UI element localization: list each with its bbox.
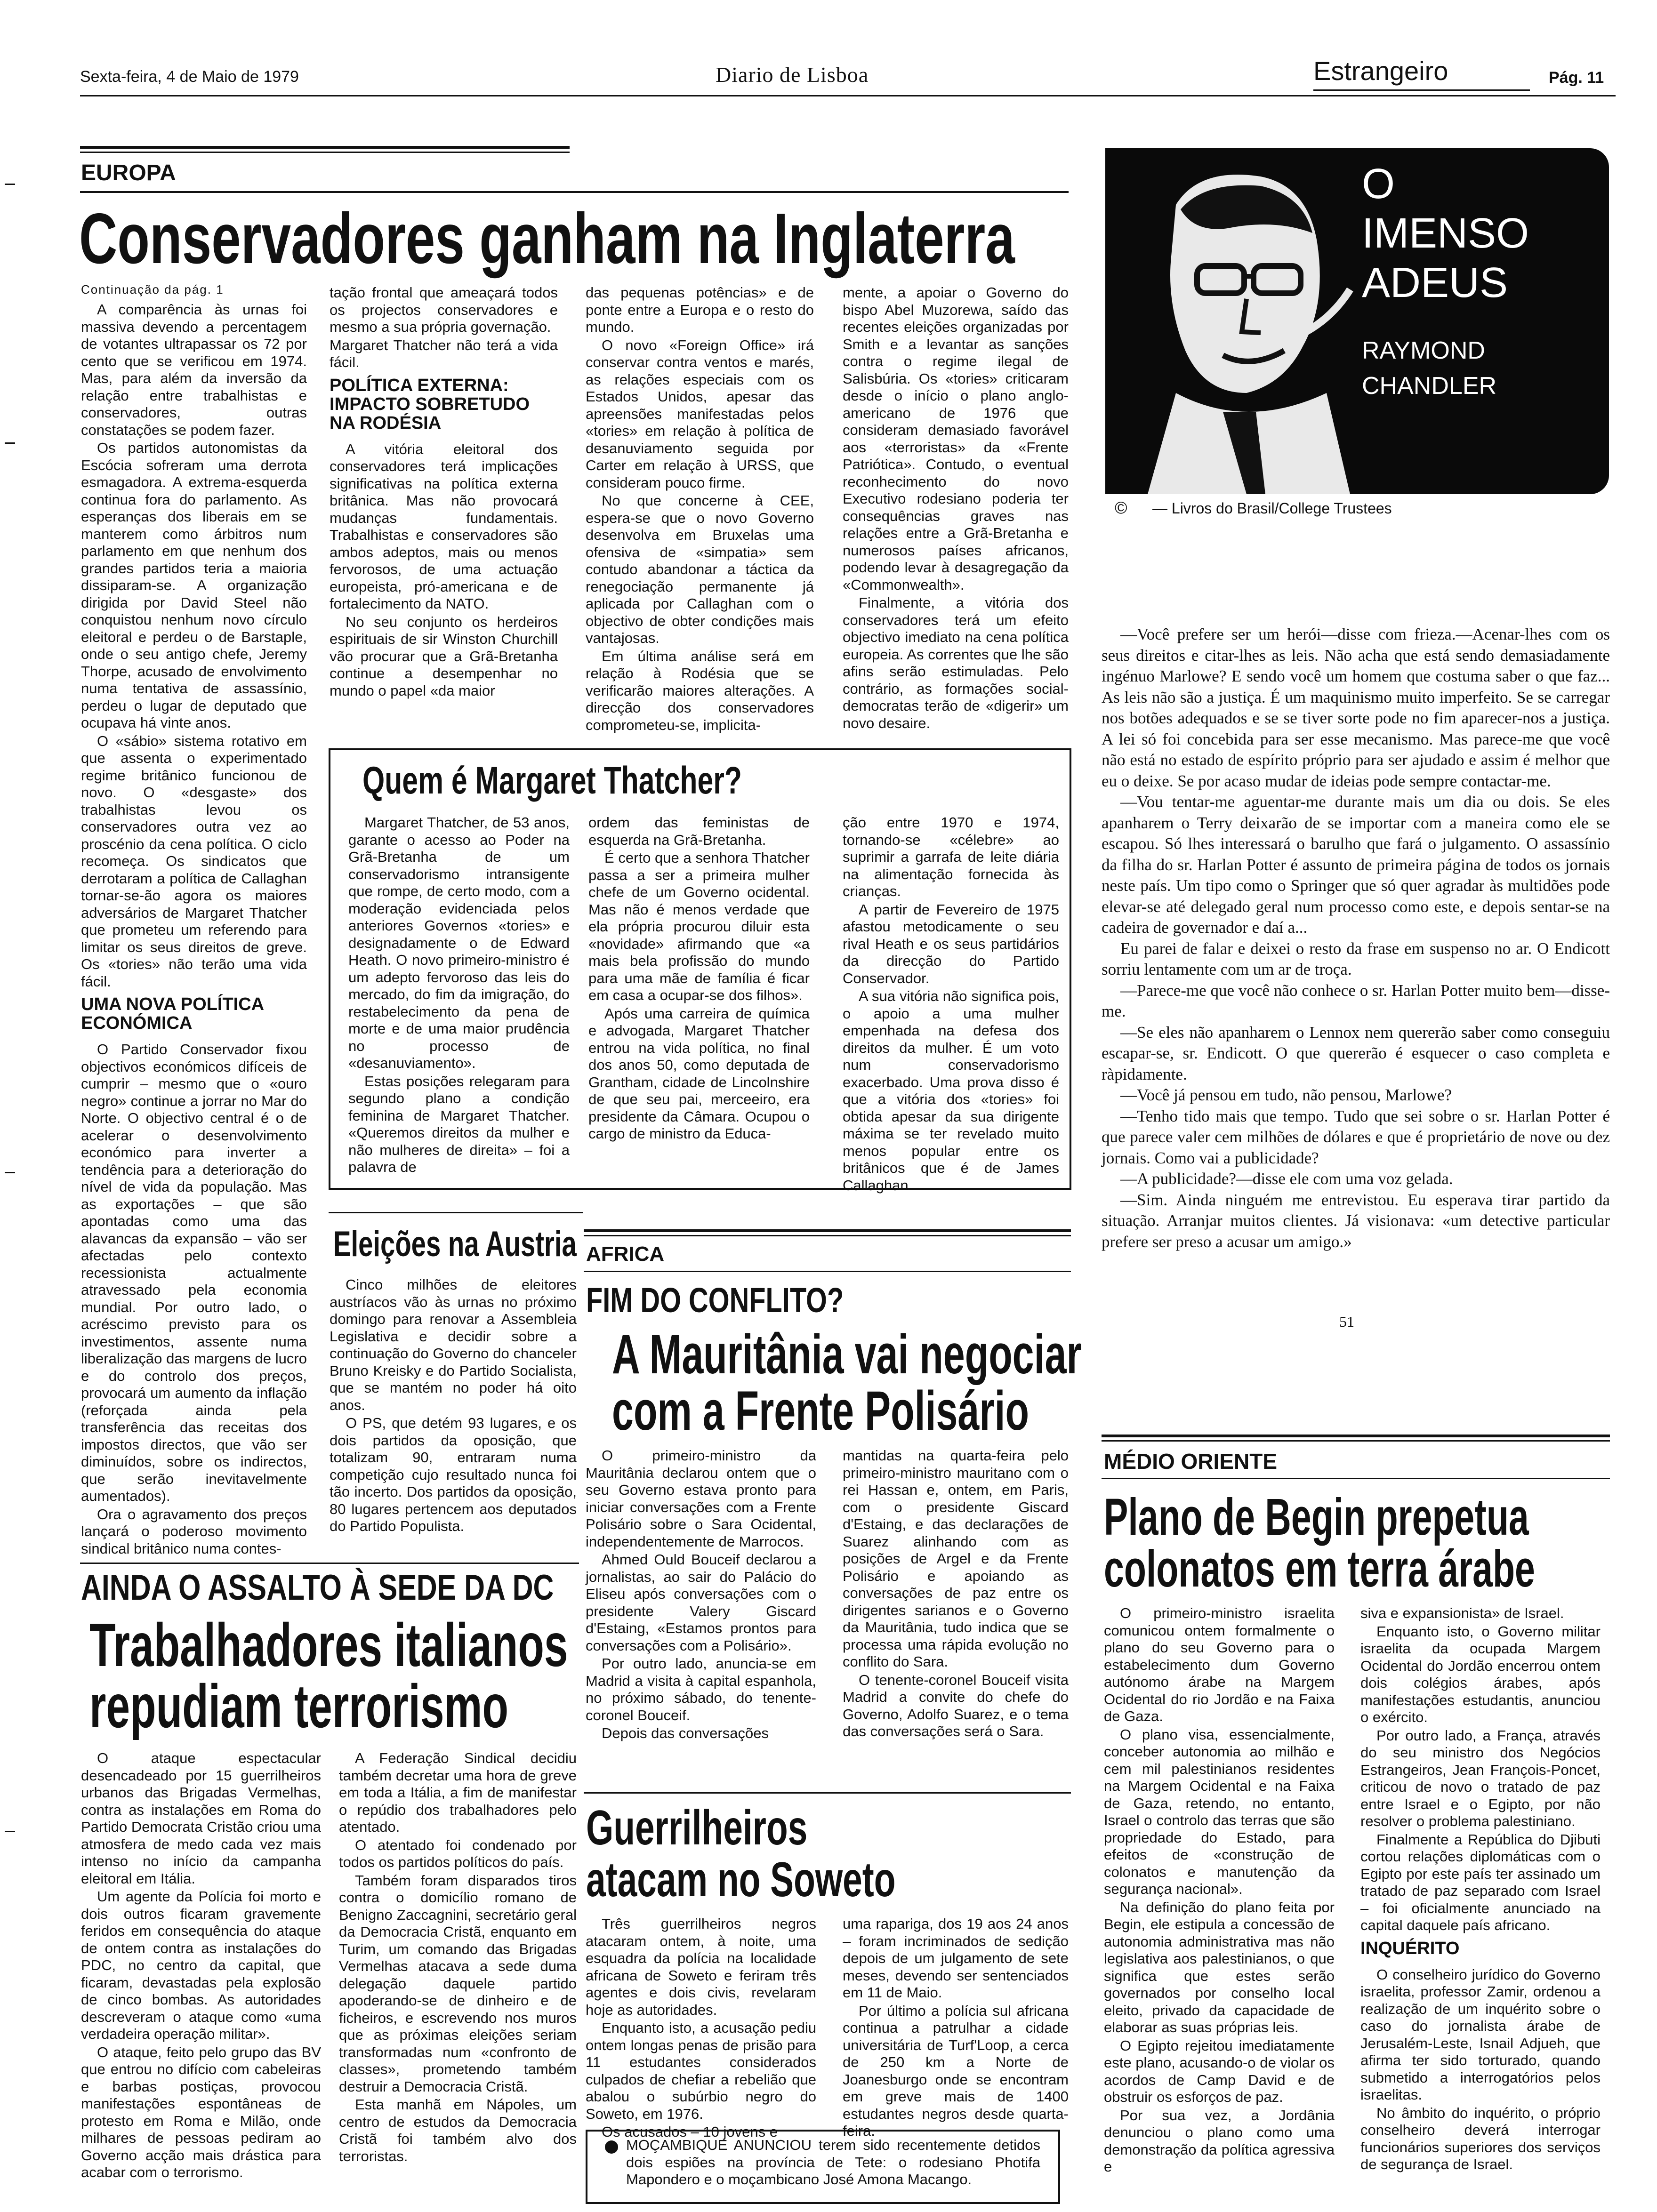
africa-section-tag: AFRICA: [586, 1242, 665, 1266]
thatcher-paragraph: A partir de Fevereiro de 1975 afastou metodicamente o seu rival Heath e os seus partidários da direcção do Partido Conservador.: [843, 901, 1059, 986]
dc-kicker: AINDA O ASSALTO À SEDE DA DC: [81, 1568, 554, 1608]
excerpt-paragraph: Eu parei de falar e deixei o resto da frase em suspenso no ar. O Endicott sorriu lentamente com um ar de troça.: [1102, 939, 1610, 978]
oriente-paragraph: siva e expansionista» de Israel.: [1360, 1605, 1564, 1621]
africa-paragraph: Ahmed Ould Bouceif declarou a jornalistas, ao sair do Palácio do Eliseu após conversações com o presidente Valery Giscard d'Estaing, «Estamos prontos para conversações com a Polisário».: [586, 1551, 816, 1654]
africa-headline-line-2: com a Frente Polisário: [612, 1380, 1029, 1442]
masthead: Diario de Lisboa: [716, 63, 869, 87]
thatcher-paragraph: É certo que a senhora Thatcher passa a ser a primeira mulher chefe de um Governo ocidental. Mas não é menos verdade que ela própria procurou diluir esta «novidade» afirmando que «a mais bela profissão do mundo para uma mãe de família é ficar em casa a ocupar-se dos filhos».: [588, 850, 810, 1003]
europa-headline: Conservadores ganham na Inglaterra: [79, 199, 1015, 279]
dc-paragraph: O ataque espectacular desencadeado por 15 guerrilheiros urbanos das Brigadas Vermelhas, contra as instalações em Roma do Partido Democrata Cristão criou uma atmosfera de medo cada vez mais intenso no início da campanha eleitoral em Itália.: [81, 1750, 321, 1887]
europa-paragraph: O Partido Conservador fixou objectivos económicos difíceis de cumprir – mesmo que o «ouro negro» continue a jorrar no Mar do Norte. O objectivo central é o de acelerar o desenvolvimento económico para inverter a tendência para a deterioração do nível de vida da população. Mas as exportações – que são apontadas como uma das alavancas da expansão – vão ser afectadas pelo contexto recessionista actualmente atravessado pela economia mundial. Por outro lado, o acréscimo previsto para os investimentos, assente numa liberalização das margens de lucro e do controlo dos preços, provocará um aumento da inflação (reforçada ainda pela transferência das receitas dos impostos directos, que vão ser diminuídos, sobre os indirectos, que serão inevitavelmente aumentados).: [81, 1041, 307, 1504]
europa-subheading-economia: UMA NOVA POLÍTICA ECONÓMICA: [81, 994, 264, 1033]
oriente-paragraph: Finalmente a República do Djibuti cortou relações diplomáticas com o Egipto por este país ter assinado um tratado de paz separado com Israel – foi oficialmente anunciado na capital daquele país africano.: [1360, 1831, 1601, 1933]
europa-paragraph: Finalmente, a vitória dos conservadores terá um efeito objectivo imediato na cena política europeia. As correntes que lhe são afins serão estimuladas. Pelo contrário, as formações social-democratas terão de «digerir» um novo desaire.: [843, 594, 1069, 731]
europa-subheading-externa: POLÍTICA EXTERNA: IMPACTO SOBRETUDO NA RODÉSIA: [330, 375, 530, 433]
book-credit-symbol: ©: [1115, 498, 1127, 517]
europa-paragraph: O «sábio» sistema rotativo em que assenta o experimentado regime britânico funcionou de novo. O «desgaste» dos trabalhistas levou os conservadores outra vez ao proscénio da cena política. O ciclo recomeça. Os sindicatos que derrotaram a política de Callaghan tornar-se-ão agora os maiores adversários de Margaret Thatcher que prometeu um referendo para limitar os seus direitos de greve. Os «tories» não terão uma vida fácil.: [81, 732, 307, 990]
soweto-paragraph: Enquanto isto, a acusação pediu ontem longas penas de prisão para 11 estudantes considerados culpados de chefiar a rebelião que abalou o subúrbio negro do Soweto, em 1976.: [586, 2020, 816, 2122]
africa-paragraph: Depois das conversações: [602, 1725, 769, 1741]
thatcher-paragraph: ção entre 1970 e 1974, tornando-se «célebre» ao suprimir a garrafa de leite diária na alimentação fornecida às crianças.: [843, 814, 1059, 899]
author-portrait-illustration: [1105, 148, 1369, 494]
mocambique-text: [626, 2137, 1040, 2196]
oriente-paragraph: O conselheiro jurídico do Governo israelita, professor Zamir, ordenou a realização de um inquérito sobre o caso do jornalista árabe de Jerusalém-Leste, Isnail Adjueh, que afirma ter sido torturado, quando submetido a interrogatórios pelos israelitas.: [1360, 1966, 1601, 2103]
dc-paragraph: A Federação Sindical decidiu também decretar uma hora de greve em toda a Itália, a fim de manifestar o repúdio dos trabalhadores pelo atentado.: [339, 1750, 577, 1835]
austria-title: Eleições na Austria: [333, 1224, 577, 1264]
thatcher-column-2: [588, 814, 810, 1181]
oriente-rule-top: [1102, 1435, 1610, 1437]
excerpt-page-number: 51: [1339, 1313, 1354, 1330]
thatcher-paragraph: A sua vitória não significa pois, o apoio a uma mulher empenhada na defesa dos direitos da mulher. É um voto num conservadorismo exacerbado. Uma prova disso é que a vitória dos «tories» foi obtida apesar da sua dirigente máxima se ter revelado muito menos popular entre os britânicos que é de James Callaghan.: [843, 988, 1059, 1194]
africa-paragraph: Por outro lado, anuncia-se em Madrid a visita à capital espanhola, no próximo sábado, do tenente-coronel Bouceif.: [586, 1655, 816, 1723]
thatcher-column-1: [348, 814, 570, 1181]
bullet-icon: [605, 2140, 618, 2154]
africa-rule-mid: [584, 1271, 1071, 1272]
austria-paragraph: O PS, que detém 93 lugares, e os dois partidos da oposição, que totalizam 90, entraram numa competição cujo resultado nunca foi tão incerto. Dos partidos da oposição, 80 lugares pertencem aos deputados do Partido Populista.: [330, 1415, 577, 1534]
oriente-rule-top-thin: [1102, 1440, 1610, 1442]
dc-paragraph: Também foram disparados tiros contra o domicílio romano de Benigno Zaccagnini, secretário geral da Democracia Cristã, enquanto em Turim, um comando das Brigadas Vermelhas atacava a sede duma delegação daquele partido apoderando-se de dinheiro e de ficheiros, e escrevendo nos muros que as próximas eleições seriam transformadas num «confronto de classes», prometendo também destruir a Democracia Cristã.: [339, 1872, 577, 2095]
europa-column-3: [586, 284, 814, 760]
excerpt-paragraph: —Tenho tido mais que tempo. Tudo que sei sobre o sr. Harlan Potter é que parece valer cem milhões de dólares e que é proprietário de nove ou dez jornais. Como vai a publicidade?: [1102, 1106, 1610, 1167]
europa-column-1: [81, 301, 307, 1557]
page-number: Pág. 11: [1549, 69, 1604, 87]
book-cover: [1105, 148, 1609, 494]
oriente-subheading-inquerito: INQUÉRITO: [1360, 1938, 1460, 1958]
soweto-headline-line-2: atacam no Soweto: [586, 1852, 896, 1907]
dc-paragraph: O ataque, feito pelo grupo das BV que entrou no difício com cabeleiras e barbas postiças, provocou manifestações espontâneas de protesto em Roma e Milão, onde milhares de pessoas pediram ao Governo acção mais drástica para acabar com o terrorismo.: [81, 2044, 321, 2180]
europa-paragraph: tação frontal que ameaçará todos os projectos conservadores e mesmo a sua própria governação.: [330, 284, 558, 335]
thatcher-paragraph: Margaret Thatcher, de 53 anos, garante o acesso ao Poder na Grã-Bretanha de um conservadorismo intransigente que rompe, de certo modo, com a moderação evidenciada pelos anteriores Governos «tories» e designadamente o de Edward Heath. O novo primeiro-ministro é um adepto fervoroso das leis do mercado, do fim da imigração, do restabelecimento da pena de morte e de uma maior prudência no processo de «desanuviamento».: [348, 814, 570, 1071]
africa-rule-top-thin: [584, 1235, 1071, 1236]
book-title-line-1: O: [1362, 160, 1395, 208]
europa-continuation: Continuação da pág. 1: [81, 282, 224, 297]
africa-headline-line-1: A Mauritânia vai negociar: [612, 1323, 1082, 1386]
margin-mark: [5, 1172, 15, 1173]
europa-paragraph: mente, a apoiar o Governo do bispo Abel Muzorewa, saído das recentes eleições organizadas por Smith e a levantar as sanções contra o regime ilegal de Salisbúria. Os «tories» criticaram desde o início o plano anglo-americano de 1976 que consideram demasiado favorável aos «terroristas» da «Frente Patriótica». Contudo, o eventual reconhecimento do novo Executivo rodesiano poderia ter consequências graves nas relações entre a Grã-Bretanha e numerosos países africanos, podendo levar à desagregação da «Commonwealth».: [843, 284, 1069, 593]
book-author-line-1: RAYMOND: [1362, 337, 1485, 364]
africa-column-2: [843, 1447, 1069, 1791]
header-rule-section: [1313, 89, 1530, 91]
europa-section-tag: EUROPA: [81, 160, 176, 185]
thatcher-title: Quem é Margaret Thatcher?: [362, 759, 742, 802]
dc-column-2: [339, 1750, 577, 2192]
oriente-paragraph: Enquanto isto, o Governo militar israelita da ocupada Margem Ocidental do Jordão encerrou ontem dois colégios árabes, após manifestações estudantis, anunciou o exército.: [1360, 1623, 1601, 1725]
soweto-paragraph: uma rapariga, dos 19 aos 24 anos – foram incriminados de sedição depois de um julgamento de sete meses, devendo ser sentenciados em 11 de Maio.: [843, 1915, 1069, 2001]
africa-rule-top: [584, 1229, 1071, 1232]
europa-paragraph: das pequenas potências» e de ponte entre a Europa e o resto do mundo.: [586, 284, 814, 335]
dc-rule: [80, 1563, 579, 1564]
margin-mark: [5, 442, 15, 444]
oriente-paragraph: Por sua vez, a Jordânia denunciou o plano como uma demonstração da política agressiva e: [1104, 2107, 1335, 2175]
africa-kicker: FIM DO CONFLITO?: [586, 1281, 844, 1320]
europa-paragraph: Em última análise será em relação à Rodésia que se verificarão maiores alterações. A direcção dos conservadores comprometeu-se, implicita-: [586, 648, 814, 733]
europa-paragraph: Ora o agravamento dos preços lançará o poderoso movimento sindical britânico numa contes-: [81, 1506, 307, 1557]
africa-column-1: [586, 1447, 816, 1791]
europa-paragraph: No que concerne à CEE, espera-se que o novo Governo desenvolva em Bruxelas uma ofensiva de «simpatia» sem contudo abandonar a táctica da renegociação permanente já aplicada por Callaghan com o objectivo de obter condições mais vantajosas.: [586, 492, 814, 646]
oriente-section-tag: MÉDIO ORIENTE: [1104, 1449, 1278, 1474]
oriente-paragraph: O plano visa, essencialmente, conceber autonomia ao milhão e cem mil palestinianos residentes na Margem Ocidental e na Faixa de Gaza, retendo, no entanto, Israel o controlo das terras que são propriedade do Estado, para efeitos de «construção de colonatos e manutenção da segurança nacional».: [1104, 1726, 1335, 1897]
excerpt-paragraph: —Você prefere ser um herói—disse com frieza.—Acenar-lhes com os seus direitos e citar-lhes as leis. Não acha que está sendo demasiadamente ingénuo Marlowe? E sendo você um homem que costuma saber o que faz... As leis não são a justiça. É um maquinismo muito imperfeito. Se se carregar nos botões adequados e se se tiver sorte pode no fim aparecer-nos a justiça. A lei só foi concebida para ser esse mecanismo. Mas parece-me que você não está no estado de espírito próprio para ser ajudado e assim é melhor que eu o deixe. Se por acaso mudar de ideias pode sempre contactar-me.: [1102, 625, 1610, 790]
africa-paragraph: mantidas na quarta-feira pelo primeiro-ministro mauritano com o rei Hassan e, ontem, em Paris, com o presidente Giscard d'Estaing, e das declarações de Suarez alinhando com as posições de Argel e da Frente Polisário e apoiando as conversações de paz entre os dirigentes sarianos e o Governo da Mauritânia, tudo indica que se processa uma rápida evolução no conflito do Sara.: [843, 1447, 1069, 1670]
book-author-line-2: CHANDLER: [1362, 372, 1497, 400]
austria-rule: [329, 1212, 583, 1213]
dc-paragraph: Um agente da Polícia foi morto e dois outros ficaram gravemente feridos em consequência do ataque de ontem contra as instalações do PDC, no centro da capital, que ficaram, devastadas pela explosão de cinco bombas. As autoridades descreveram o ataque como «uma verdadeira operação militar».: [81, 1888, 321, 2042]
soweto-column-1: [586, 1915, 816, 2140]
header-rule: [80, 95, 1616, 96]
dc-headline-line-1: Trabalhadores italianos: [89, 1611, 568, 1679]
thatcher-column-3: [843, 814, 1059, 1194]
austria-text: [330, 1276, 577, 1559]
oriente-paragraph: O Egipto rejeitou imediatamente este plano, acusando-o de violar os acordos de Camp David e de obstruir os esforços de paz.: [1104, 2037, 1335, 2105]
soweto-column-2: [843, 1915, 1069, 2139]
margin-mark: [5, 184, 15, 185]
mocambique-paragraph: MOÇAMBIQUE ANUNCIOU terem sido recentemente detidos dois espiões na província de Tete: o rodesiano Photifa Mapondero e o moçambicano José Amona Macango.: [626, 2137, 1040, 2188]
excerpt-paragraph: —Se eles não apanharem o Lennox nem quererão saber como conseguiu escapar-se, sr. Endicott. O que quererão é esquecer o caso completa e ràpidamente.: [1102, 1023, 1610, 1083]
book-excerpt: [1102, 624, 1610, 1283]
dc-column-1: [81, 1750, 321, 2192]
africa-paragraph: O tenente-coronel Bouceif visita Madrid a convite do chefe do Governo, Adolfo Suarez, e o tema das conversações será o Sara.: [843, 1671, 1069, 1739]
soweto-headline-line-1: Guerrilheiros: [586, 1801, 808, 1855]
oriente-headline-line-2: colonatos em terra árabe: [1104, 1540, 1535, 1598]
excerpt-paragraph: —Você já pensou em tudo, não pensou, Marlowe?: [1120, 1086, 1452, 1104]
book-credit: — Livros do Brasil/College Trustees: [1152, 500, 1392, 517]
oriente-rule-mid: [1102, 1478, 1610, 1479]
dc-headline-line-2: repudiam terrorismo: [89, 1672, 509, 1740]
oriente-column-2: [1360, 1605, 1601, 2203]
europa-column-4: [843, 284, 1069, 760]
thatcher-paragraph: ordem das feministas de esquerda na Grã-Bretanha.: [588, 814, 810, 848]
europa-paragraph: Margaret Thatcher não terá a vida fácil.: [330, 337, 558, 370]
africa-paragraph: O primeiro-ministro da Mauritânia declarou ontem que o seu Governo estava pronto para iniciar conversações com a Frente Polisário sobre o Sara Ocidental, independentemente de Marrocos.: [586, 1447, 816, 1550]
soweto-paragraph: Os acusados – 10 jovens e: [602, 2124, 778, 2140]
soweto-paragraph: Três guerrilheiros negros atacaram ontem, à noite, uma esquadra da polícia na localidade africana de Soweto e feriram três agentes e dois civis, revelaram hoje as autoridades.: [586, 1915, 816, 2018]
book-title-line-2: IMENSO: [1362, 210, 1529, 257]
thatcher-paragraph: Estas posições relegaram para segundo plano a condição feminina de Margaret Thatcher. «Queremos direitos da mulher e não mulheres de direita» – foi a palavra de: [348, 1073, 570, 1175]
oriente-paragraph: No âmbito do inquérito, o próprio conselheiro deverá interrogar funcionários superiores dos serviços de segurança de Israel.: [1360, 2104, 1601, 2172]
header-date: Sexta-feira, 4 de Maio de 1979: [80, 68, 299, 86]
europa-column-2: [330, 284, 558, 760]
dc-paragraph: Esta manhã em Nápoles, um centro de estudos da Democracia Cristã foi também alvo dos terroristas.: [339, 2096, 577, 2164]
excerpt-paragraph: —Parece-me que você não conhece o sr. Harlan Potter muito bem—disse-me.: [1102, 981, 1610, 1020]
oriente-headline-line-1: Plano de Begin prepetua: [1104, 1488, 1529, 1546]
section-name: Estrangeiro: [1313, 56, 1448, 86]
europa-paragraph: No seu conjunto os herdeiros espirituais de sir Winston Churchill vão procurar que a Grã-Bretanha continue a desempenhar no mundo o papel «da maior: [330, 613, 558, 699]
excerpt-paragraph: —Sim. Ainda ninguém me entrevistou. Eu esperava tirar partido da situação. Arranjar muitos clientes. Já visionava: «um detective particular prefere ser preso a acusar um amigo.»: [1102, 1190, 1610, 1251]
oriente-column-1: [1104, 1605, 1335, 2203]
margin-mark: [5, 1831, 15, 1832]
austria-paragraph: Cinco milhões de eleitores austríacos vão às urnas no próximo domingo para renovar a Assembleia Legislativa e decidir sobre a continuação do Governo do chanceler Bruno Kreisky e do Partido Socialista, que se mantém no poder há oito anos.: [330, 1276, 577, 1413]
book-title-line-3: ADEUS: [1362, 259, 1508, 306]
dc-paragraph: O atentado foi condenado por todos os partidos políticos do país.: [339, 1836, 577, 1870]
soweto-rule: [584, 1792, 1071, 1794]
europa-paragraph: A comparência às urnas foi massiva devendo a percentagem de votantes ultrapassar os 72 por cento que se verificou em 1974. Mas, para além da inversão da relação entre trabalhistas e conservadores, outras constatações se podem fazer.: [81, 301, 307, 438]
soweto-paragraph: Por último a polícia sul africana continua a patrulhar a cidade universitária de Turf'Loop, a cerca de 250 km a Norte de Joanesburgo onde se encontram em greve mais de 1400 estudantes negros desde quarta-feira.: [843, 2002, 1069, 2139]
thatcher-paragraph: Após uma carreira de química e advogada, Margaret Thatcher entrou na vida política, no final dos anos 50, como deputada de Grantham, cidade de Lincolnshire de que seu pai, merceeiro, era presidente da Câmara. Ocupou o cargo de ministro da Educa-: [588, 1005, 810, 1142]
europa-rule-top-thin: [80, 152, 570, 153]
europa-paragraph: A vitória eleitoral dos conservadores terá implicações significativas na política externa britânica. Mas não provocará mudanças fundamentais. Trabalhistas e conservadores são ambos adeptos, mais ou menos fervorosos, de uma actuação europeista, pró-americana e de fortalecimento da NATO.: [330, 441, 558, 612]
europa-rule-mid: [80, 191, 1069, 193]
oriente-paragraph: Por outro lado, a França, através do seu ministro dos Negócios Estrangeiros, Jean François-Poncet, criticou de novo o tratado de paz entre Israel e o Egipto, por não resolver o problema palestiniano.: [1360, 1727, 1601, 1829]
excerpt-paragraph: —A publicidade?—disse ele com uma voz gelada.: [1120, 1170, 1453, 1188]
europa-paragraph: O novo «Foreign Office» irá conservar contra ventos e marés, as relações especiais com os Estados Unidos, apesar das apreensões manifestadas pelos «tories» em relação à política de desanuviamento seguida por Carter em relação à URSS, que consideram pouco firme.: [586, 337, 814, 491]
oriente-paragraph: Na definição do plano feita por Begin, ele estipula a concessão de autonomia administrativa mas não legislativa aos palestinianos, o que significa que estes serão governados por conselho local eleito, privado da capacidade de elaborar as suas próprias leis.: [1104, 1899, 1335, 2036]
excerpt-paragraph: —Vou tentar-me aguentar-me durante mais um dia ou dois. Se eles apanharem o Terry deixarão de se importar com a maneira como ele se escapou. Só lhes interessará o barulho que fará o julgamento. O assassínio da filha do sr. Harlan Potter é assunto de primeira página de todos os jornais neste país. Um tipo como o Springer que só quer agradar às multidões pode elevar-se até delegado geral num processo como este, e depois sentar-se na cadeira de governador e daí a...: [1102, 793, 1610, 937]
europa-paragraph: Os partidos autonomistas da Escócia sofreram uma derrota esmagadora. A extrema-esquerda continua fora do parlamento. As esperanças dos liberais em se manterem como árbitros num parlamento em que nenhum dos grandes partidos teria a maioria dissiparam-se. A organização dirigida por David Steel não conquistou nenhum novo círculo eleitoral e perdeu o de Barstaple, onde o seu antigo chefe, Jeremy Thorpe, acusado de envolvimento numa tentativa de assassínio, perdeu o lugar de deputado que ocupava há vinte anos.: [81, 440, 307, 731]
oriente-paragraph: O primeiro-ministro israelita comunicou ontem formalmente o plano do seu Governo para o estabelecimento dum Governo autónomo árabe na Margem Ocidental do rio Jordão e na Faixa de Gaza.: [1104, 1605, 1335, 1724]
europa-rule-top: [80, 146, 570, 149]
